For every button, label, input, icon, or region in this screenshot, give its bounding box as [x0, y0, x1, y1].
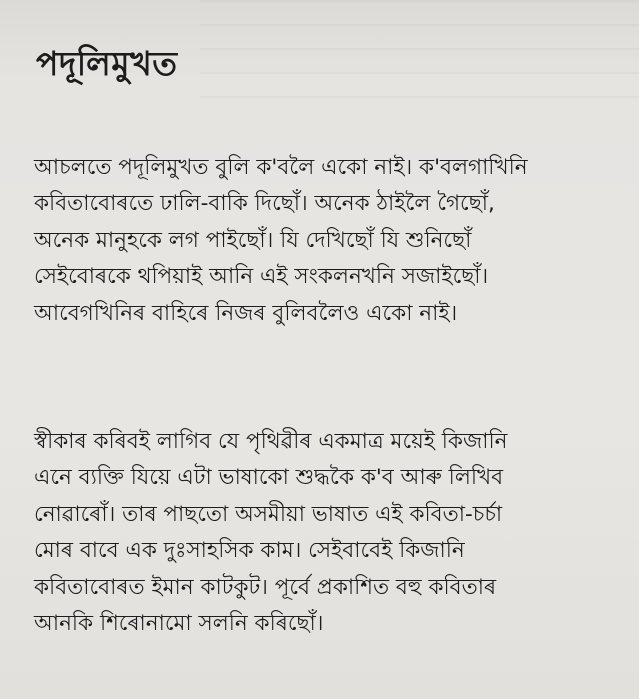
paragraph-line: কবিতাবোৰত ইমান কাটকুট। পূৰ্বে প্ৰকাশিত বহু কবিতাৰ [34, 574, 497, 600]
paragraph-line: আবেগখিনিৰ বাহিৰে নিজৰ বুলিবলৈও একো নাই। [34, 300, 458, 326]
page-title: পদূলিমুখত [36, 44, 178, 83]
paragraph-line: এনে ব্যক্তি যিয়ে এটা ভাষাকো শুদ্ধকৈ ক'ব আৰু লিখিব [34, 465, 504, 491]
paragraph-1 [34, 150, 609, 332]
paragraph-line: কবিতাবোৰতে ঢালি-বাকি দিছোঁ। অনেক ঠাইলৈ গৈছোঁ, [34, 191, 495, 217]
paragraph-line: সেইবোৰকে থপিয়াই আনি এই সংকলনখনি সজাইছোঁ। [34, 264, 489, 290]
paragraph-line: স্বীকাৰ কৰিবই লাগিব যে পৃথিৱীৰ একমাত্ৰ ময়েই কিজানি [34, 429, 508, 454]
show-through-text [200, 0, 639, 110]
paragraph-line: অনেক মানুহকে লগ পাইছোঁ। যি দেখিছোঁ যি শুনিছোঁ [34, 227, 472, 253]
paragraph-line: নোৱাৰোঁ। তাৰ পাছতো অসমীয়া ভাষাত এই কবিতা-চৰ্চা [34, 501, 503, 527]
paragraph-line: আচলতে পদূলিমুখত বুলি ক'বলৈ একো নাই। ক'বলগাখিনি [34, 155, 528, 180]
paragraph-line: মোৰ বাবে এক দুঃসাহসিক কাম। সেইবাবেই কিজানি [34, 538, 465, 564]
paragraph-2 [34, 424, 609, 642]
paragraph-line: আনকি শিৰোনামো সলনি কৰিছোঁ। [34, 611, 324, 637]
